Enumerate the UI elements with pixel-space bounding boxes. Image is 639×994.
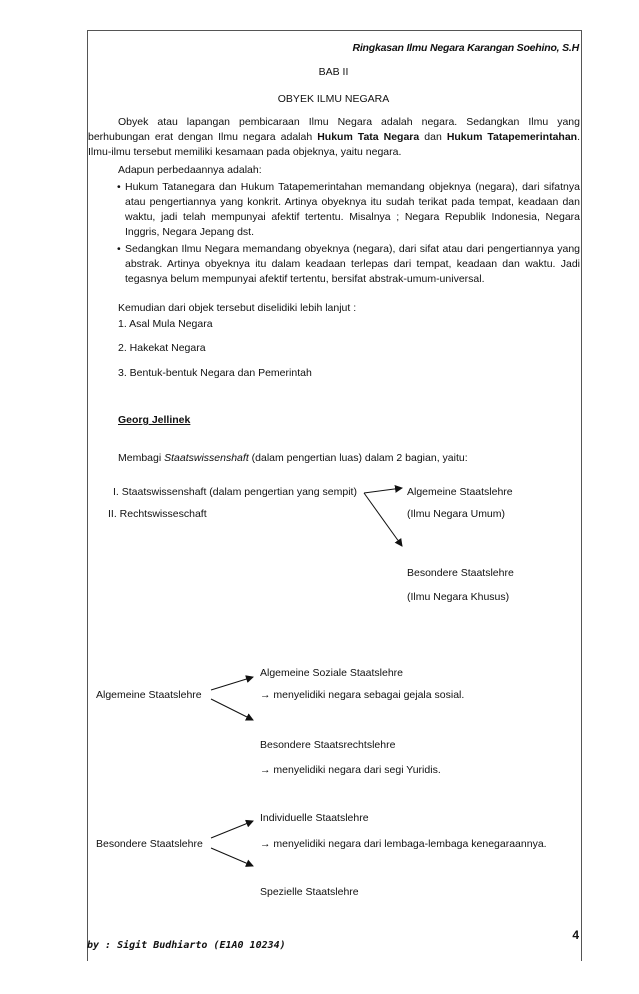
running-header: Ringkasan Ilmu Negara Karangan Soehino, S.H — [352, 42, 579, 54]
intro-bold-2: Hukum Tatapemerintahan — [446, 131, 578, 143]
jellinek-right-2: Besondere Staatslehre — [407, 567, 514, 579]
page-number: 4 — [572, 928, 579, 942]
jellinek-arrow-down — [364, 493, 402, 546]
jellinek-heading: Georg Jellinek — [118, 414, 191, 426]
diagram2-arrow-down — [211, 848, 253, 866]
jellinek-intro-1: Membagi — [118, 452, 165, 464]
author-footer: by : Sigit Budhiarto (E1A0 10234) — [87, 940, 286, 951]
further-lead: Kemudian dari objek tersebut diselidiki lebih lanjut : — [118, 302, 357, 314]
diagram2-top: Individuelle Staatslehre — [260, 812, 369, 824]
diagram1-top-desc: → menyelidiki negara sebagai gejala sosial. — [260, 689, 465, 701]
further-item-1: 1. Asal Mula Negara — [118, 318, 213, 330]
jellinek-part-2: II. Rechtswisseschaft — [108, 508, 207, 520]
intro-text-3: . Ilmu-ilmu tersebut memiliki kesamaan pada objeknya, yaitu negara. — [88, 131, 580, 158]
bullet-icon: • — [117, 243, 121, 255]
intro-text-1: Obyek atau lapangan pembicaraan Ilmu Negara adalah negara. Sedangkan Ilmu yang berhubungan erat dengan Ilmu negara adalah — [88, 116, 580, 143]
intro-bold-1: Hukum Tata Negara — [317, 131, 420, 143]
jellinek-arrow-up — [364, 488, 402, 493]
jellinek-part-1: I. Staatswissenshaft (dalam pengertian yang sempit) — [113, 486, 357, 498]
jellinek-intro-2: (dalam pengertian luas) dalam 2 bagian, yaitu: — [248, 452, 468, 464]
jellinek-right-2-sub: (Ilmu Negara Khusus) — [407, 591, 510, 603]
diagram1-bottom: Besondere Staatsrechtslehre — [260, 739, 396, 751]
chapter-label: BAB II — [318, 66, 349, 78]
chapter-title: OBYEK ILMU NEGARA — [277, 93, 390, 105]
differences-lead: Adapun perbedaannya adalah: — [118, 164, 262, 176]
further-item-3: 3. Bentuk-bentuk Negara dan Pemerintah — [118, 367, 312, 379]
jellinek-right-1-sub: (Ilmu Negara Umum) — [407, 508, 506, 520]
further-item-2: 2. Hakekat Negara — [118, 342, 206, 354]
diagram2-bottom: Spezielle Staatslehre — [260, 886, 359, 898]
jellinek-right-1: Algemeine Staatslehre — [407, 486, 513, 498]
jellinek-intro-em: Staatswissenshaft — [164, 452, 249, 464]
diagram1-top: Algemeine Soziale Staatslehre — [260, 667, 404, 679]
diagram1-bottom-desc: → menyelidiki negara dari segi Yuridis. — [260, 764, 441, 776]
difference-text-1: Hukum Tatanegara dan Hukum Tatapemerintahan memandang objeknya (negara), dari sifatnya atau pengertiannya yang konkrit. Artinya obyeknya itu sudah terikat pada tempat, keadaan dan waktu, jadi telah mempunyai afektif tertentu. Misalnya ; Negara Republik Indonesia, Negara Inggris, Negara Jepang dst. — [125, 181, 580, 238]
diagram2-top-desc: → menyelidiki negara dari lembaga-lembaga kenegaraannya. — [260, 838, 547, 850]
intro-text-2: dan — [419, 131, 447, 143]
diagram1-arrow-down — [211, 699, 253, 720]
diagram2-source: Besondere Staatslehre — [96, 838, 203, 850]
bullet-icon: • — [117, 181, 121, 193]
diagram2-arrow-up — [211, 821, 253, 838]
diagram1-arrow-up — [211, 677, 253, 690]
diagram1-source: Algemeine Staatslehre — [96, 689, 202, 701]
difference-text-2: Sedangkan Ilmu Negara memandang obyeknya (negara), dari sifat atau dari pengertiannya yang abstrak. Artinya obyeknya itu dalam keadaan terlepas dari tempat, keadaan dan waktu. Jadi tegasnya belum mempunyai afektif tertentu, bersifat abstrak-umum-universal. — [125, 243, 580, 285]
